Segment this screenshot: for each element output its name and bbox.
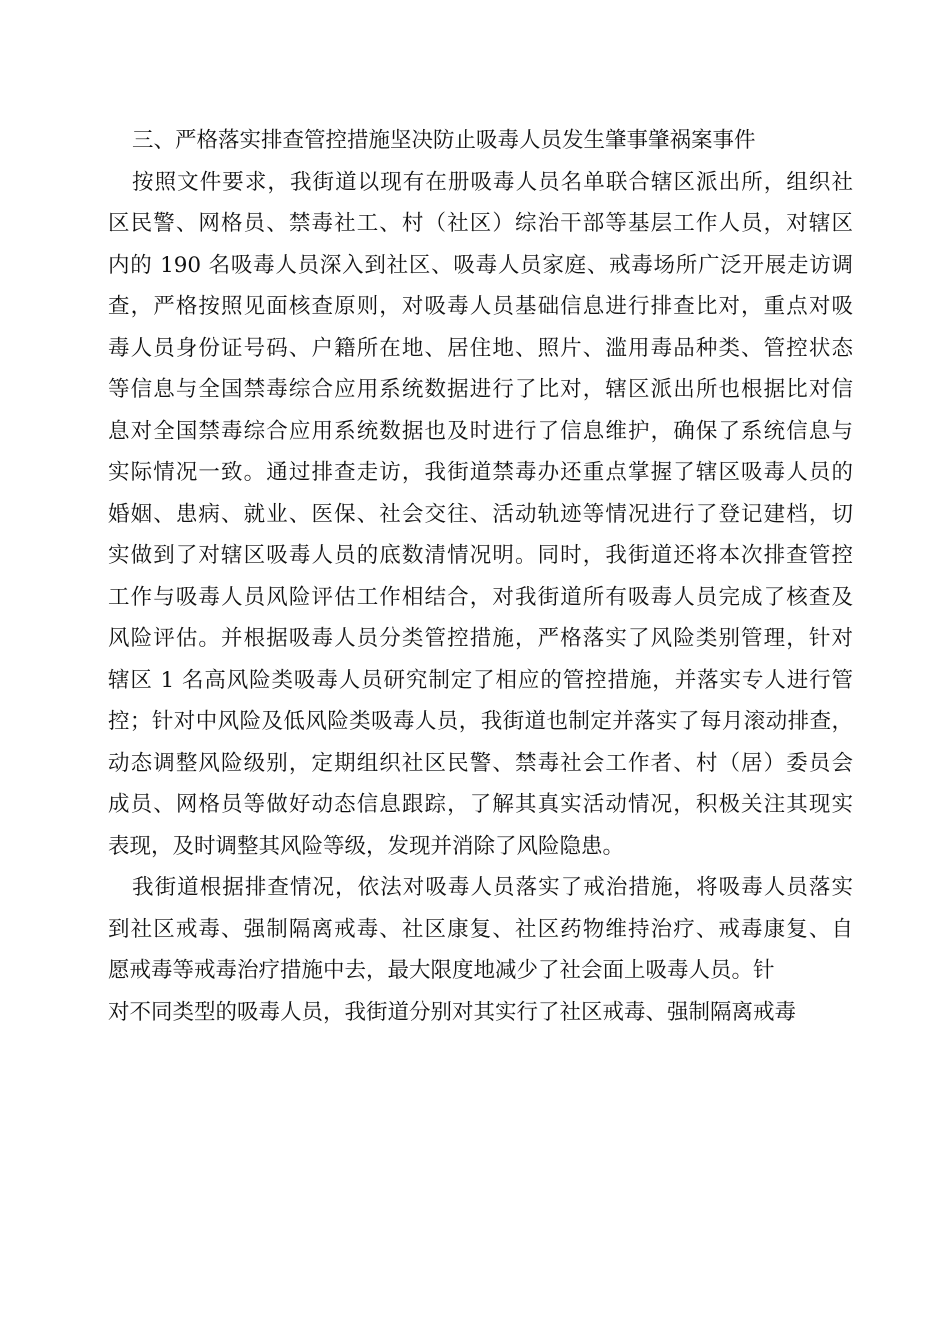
paragraph-line: 息对全国禁毒综合应用系统数据也及时进行了信息维护，确保了系统信息与 xyxy=(108,418,853,444)
paragraph-line: 区民警、网格员、禁毒社工、村（社区）综治干部等基层工作人员，对辖区 xyxy=(108,211,853,236)
paragraph-line: 内的 190 名吸毒人员深入到社区、吸毒人员家庭、戒毒场所广泛开展走访调 xyxy=(108,252,853,278)
paragraph-line: 到社区戒毒、强制隔离戒毒、社区康复、社区药物维持治疗、戒毒康复、自 xyxy=(108,916,853,942)
document-body xyxy=(108,120,853,1033)
section-heading: 三、严格落实排查管控措施坚决防止吸毒人员发生肇事肇祸案事件 xyxy=(132,128,756,153)
paragraph-line: 我街道根据排查情况，依法对吸毒人员落实了戒治措施，将吸毒人员落实 xyxy=(132,875,853,900)
paragraph-line: 查，严格按照见面核查原则，对吸毒人员基础信息进行排查比对，重点对吸 xyxy=(108,294,853,319)
paragraph-line: 成员、网格员等做好动态信息跟踪，了解其真实活动情况，积极关注其现实 xyxy=(108,792,853,817)
paragraph-line: 婚姻、患病、就业、医保、社会交往、活动轨迹等情况进行了登记建档，切 xyxy=(108,501,853,527)
paragraph-line: 等信息与全国禁毒综合应用系统数据进行了比对，辖区派出所也根据比对信 xyxy=(108,377,853,402)
paragraph-line: 毒人员身份证号码、户籍所在地、居住地、照片、滥用毒品种类、管控状态 xyxy=(108,335,853,361)
paragraph-line: 控；针对中风险及低风险类吸毒人员，我街道也制定并落实了每月滚动排查， xyxy=(108,709,853,734)
paragraph-line: 实做到了对辖区吸毒人员的底数清情况明。同时，我街道还将本次排查管控 xyxy=(108,543,853,568)
paragraph-line: 辖区 1 名高风险类吸毒人员研究制定了相应的管控措施，并落实专人进行管 xyxy=(108,667,853,693)
paragraph-line: 按照文件要求，我街道以现有在册吸毒人员名单联合辖区派出所，组织社 xyxy=(132,169,853,195)
paragraph-line: 对不同类型的吸毒人员，我街道分别对其实行了社区戒毒、强制隔离戒毒 xyxy=(108,999,797,1025)
paragraph-line: 表现，及时调整其风险等级，发现并消除了风险隐患。 xyxy=(108,833,625,859)
paragraph-2 xyxy=(108,867,853,1033)
paragraph-line: 风险评估。并根据吸毒人员分类管控措施，严格落实了风险类别管理，针对 xyxy=(108,626,853,651)
paragraph-1 xyxy=(108,162,853,868)
paragraph-line: 愿戒毒等戒毒治疗措施中去，最大限度地减少了社会面上吸毒人员。针 xyxy=(108,958,775,983)
paragraph-line: 动态调整风险级别，定期组织社区民警、禁毒社会工作者、村（居）委员会 xyxy=(108,750,853,776)
paragraph-line: 工作与吸毒人员风险评估工作相结合，对我街道所有吸毒人员完成了核查及 xyxy=(108,584,853,610)
paragraph-line: 实际情况一致。通过排查走访，我街道禁毒办还重点掌握了辖区吸毒人员的 xyxy=(108,460,853,485)
